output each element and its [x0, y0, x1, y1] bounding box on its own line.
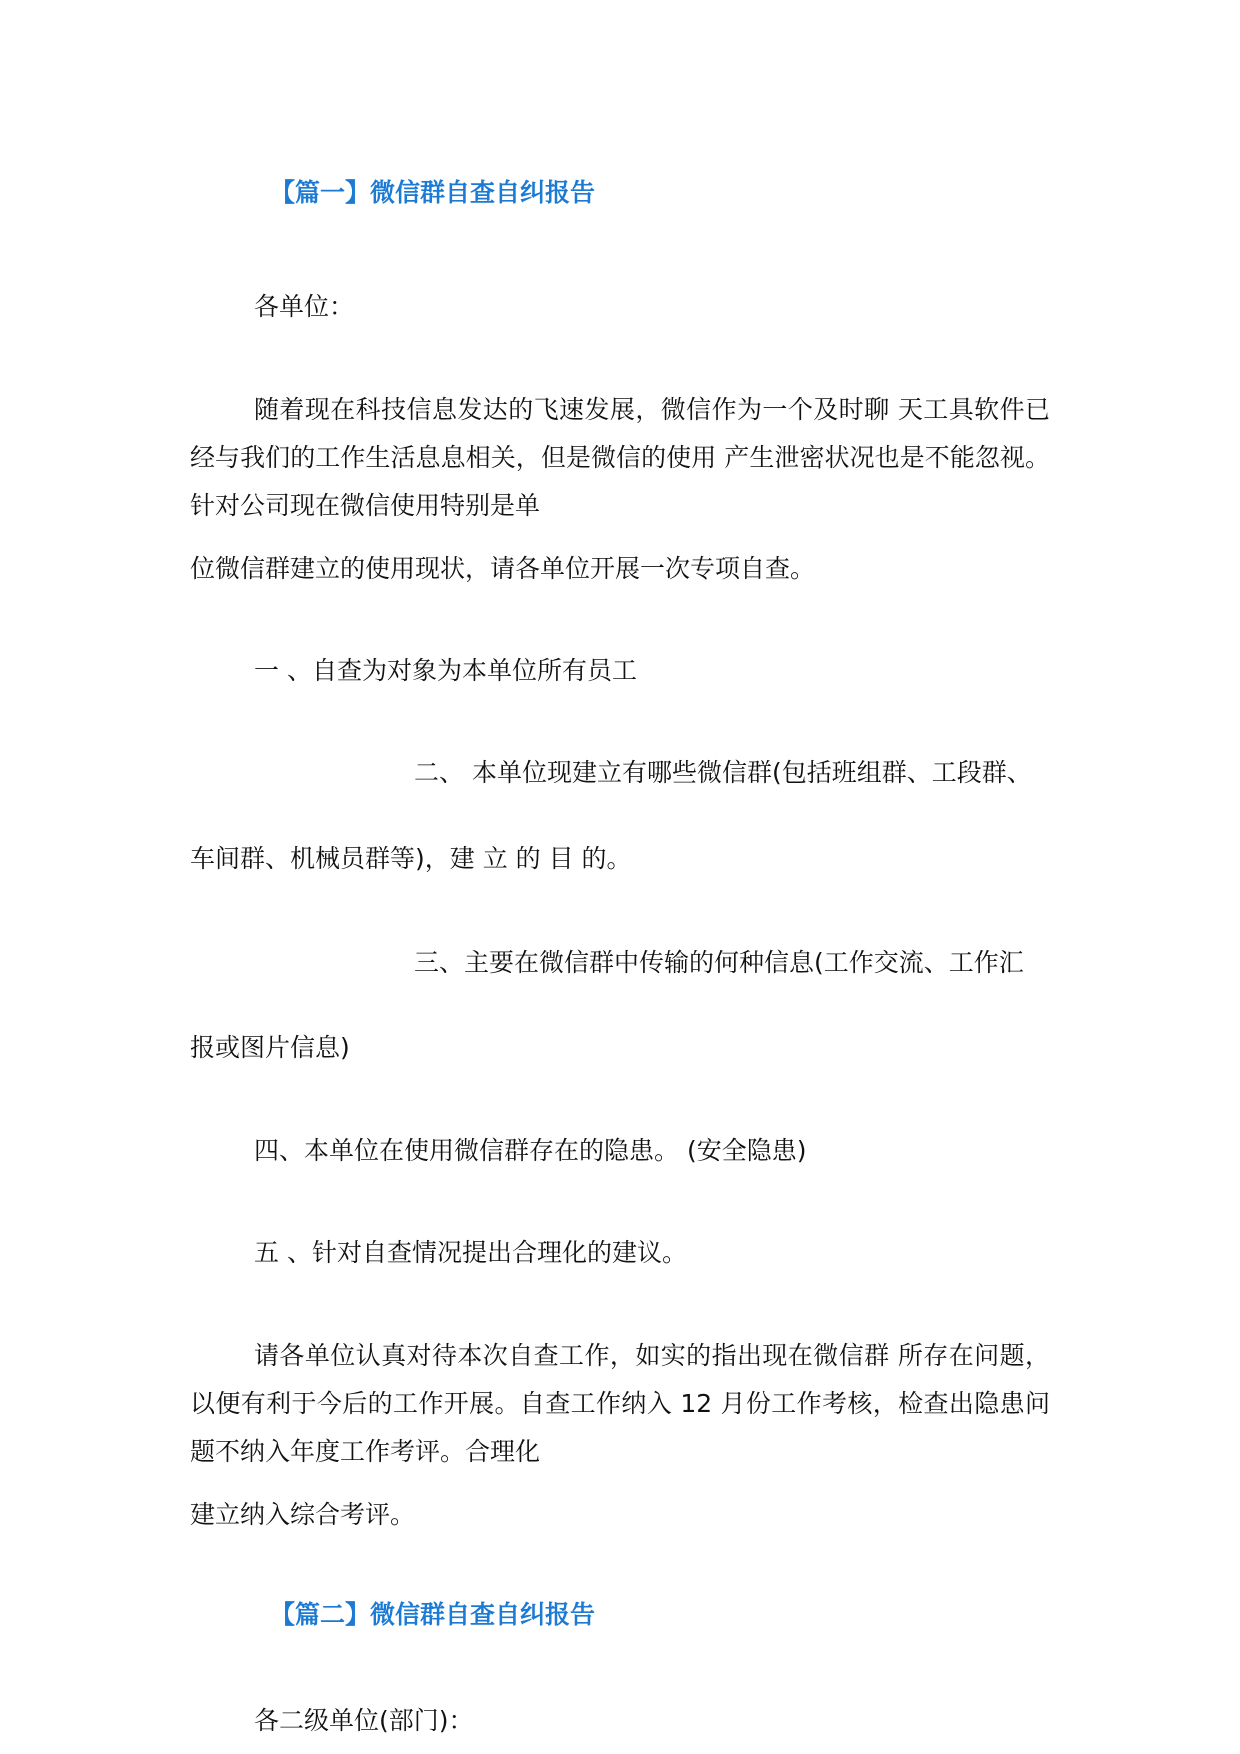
section1-item-2-line-1: 二、 本单位现建立有哪些微信群(包括班组群、工段群、 [414, 758, 1032, 787]
section1-item-5: 五 、针对自查情况提出合理化的建议。 [254, 1238, 687, 1267]
section1-closing-paragraph: 请各单位认真对待本次自查工作，如实的指出现在微信群 所存在问题，以便有利于今后的工作开展。自查工作纳入 12 月份工作考核，检查出隐患问题不纳入年度工作考评。合理化 [190, 1341, 1050, 1466]
section1-item-4: 四、本单位在使用微信群存在的隐患。 (安全隐患) [254, 1136, 807, 1165]
section2-heading: 【篇二】微信群自查自纠报告 [270, 1600, 596, 1629]
section1-item-3-line-2: 报或图片信息) [190, 1033, 350, 1062]
section1-closing-continued: 建立纳入综合考评。 [190, 1500, 416, 1529]
section1-item-1: 一 、自查为对象为本单位所有员工 [254, 656, 637, 685]
section2-salutation: 各二级单位(部门)： [254, 1706, 474, 1735]
section1-intro-continued: 位微信群建立的使用现状，请各单位开展一次专项自查。 [190, 554, 816, 583]
section1-intro-paragraph: 随着现在科技信息发达的飞速发展，微信作为一个及时聊 天工具软件已经与我们的工作生活息息相关，但是微信的使用 产生泄密状况也是不能忽视。针对公司现在微信使用特别是单 [190, 395, 1050, 520]
section1-item-2-line-2: 车间群、机械员群等)，建 立 的 目 的。 [190, 844, 632, 873]
section1-item-3-line-1: 三、主要在微信群中传输的何种信息(工作交流、工作汇 [414, 948, 1024, 977]
section1-salutation: 各单位： [254, 292, 355, 321]
section1-heading: 【篇一】微信群自查自纠报告 [270, 178, 596, 207]
